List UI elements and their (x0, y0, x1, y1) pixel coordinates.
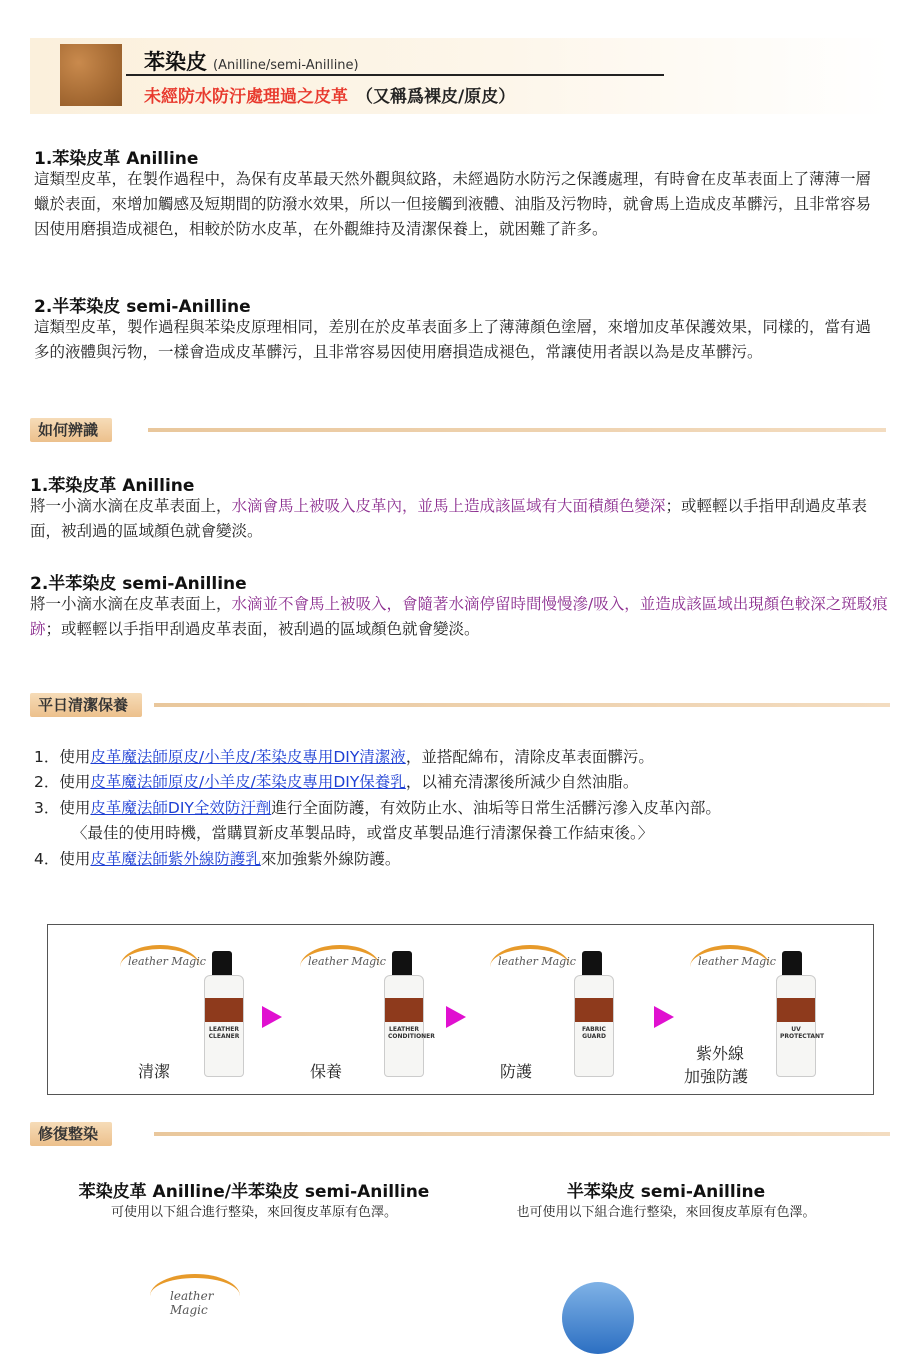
bottle-band (205, 998, 243, 1022)
step-number: 4 (34, 850, 44, 868)
arrow-right-icon (262, 1006, 282, 1028)
product-link-cleaner[interactable]: 皮革魔法師原皮/小羊皮/苯染皮專用DIY清潔液 (90, 748, 406, 766)
identify-heading-2: 2.半苯染皮 semi-Anilline (30, 574, 247, 594)
sprayer-cap-icon (212, 951, 232, 977)
care-step-4 (34, 847, 894, 872)
repair-left-title: 苯染皮革 Anilline/半苯染皮 semi-Anilline (78, 1182, 430, 1202)
header-banner (30, 38, 890, 114)
identify-text-1 (30, 494, 882, 544)
page-subtitle (144, 82, 515, 107)
step-post: 進行全面防護，有效防止水、油垢等日常生活髒污滲入皮革內部。 (271, 799, 721, 817)
bottom-brand-logo (150, 1272, 250, 1317)
bottle-image (204, 975, 244, 1077)
bottle-label: LEATHER CLEANER (208, 1026, 240, 1040)
identify-text-1-highlight: 水滴會馬上被吸入皮革內，並馬上造成該區域有大面積顏色變深 (231, 497, 666, 515)
step-pre: ．使用 (43, 773, 91, 791)
section-tab-care (30, 693, 890, 717)
bottle-band (575, 998, 613, 1022)
step-pre: ．使用 (43, 748, 91, 766)
title-divider (126, 74, 664, 76)
bottle-label: FABRIC GUARD (582, 1026, 606, 1040)
bottle-label: LEATHER CONDITIONER (388, 1026, 435, 1040)
tab-rule (154, 703, 890, 707)
product-uv[interactable] (684, 933, 850, 1086)
step-pre: ．使用 (43, 799, 91, 817)
tab-rule (148, 428, 886, 432)
page-title (144, 46, 359, 76)
title-english: (Anilline/semi-Anilline) (213, 58, 359, 73)
bottle-image (776, 975, 825, 1077)
intro-heading-1: 1.苯染皮革 Anilline (34, 149, 199, 169)
section-tab-repair (30, 1122, 890, 1146)
step-post: ，以補充清潔後所減少自然油脂。 (405, 773, 639, 791)
badge-circle (562, 1282, 634, 1354)
tab-label: 如何辨識 (30, 418, 112, 442)
intro-text-1: 這類型皮革，在製作過程中，為保有皮革最天然外觀與紋路，未經過防水防污之保護處理，有時會在皮革表面上了薄薄一層蠟於表面，來增加觸感及短期間的防潑水效果，所以一但接觸到液體、油脂及污物時，就會馬上造成皮革髒污，且非常容易因使用磨損造成褪色，相較於防水皮革，在外觀維持及清潔保養上，就困難了許多。 (34, 170, 872, 238)
step-post: 來加強紫外線防護。 (260, 850, 401, 868)
product-caption: 清潔 (138, 1062, 171, 1081)
tab-rule (154, 1132, 890, 1136)
product-caption-line1: 紫外線 (696, 1044, 745, 1063)
product-link-conditioner[interactable]: 皮革魔法師原皮/小羊皮/苯染皮專用DIY保養乳 (90, 773, 406, 791)
sprayer-cap-icon (782, 951, 802, 977)
product-guard[interactable] (490, 933, 650, 1083)
step-pre: ．使用 (43, 850, 91, 868)
product-conditioner[interactable] (300, 933, 460, 1083)
step-post: ，並搭配綿布，清除皮革表面髒污。 (405, 748, 654, 766)
identify-text-2-post: ；或輕輕以手指甲刮過皮革表面，被刮過的區域顏色就會變淡。 (45, 620, 480, 638)
bottle-band (777, 998, 815, 1022)
intro-heading-2: 2.半苯染皮 semi-Anilline (34, 297, 251, 317)
repair-right-title: 半苯染皮 semi-Anilline (566, 1182, 766, 1202)
care-note: 〈最佳的使用時機，當購買新皮革製品時，或當皮革製品進行清潔保養工作結束後。〉 (72, 824, 654, 842)
intro-text-2: 這類型皮革，製作過程與苯染皮原理相同，差別在於皮革表面多上了薄薄顏色塗層，來增加皮革保護效果，同樣的，當有過多的液體與污物，一樣會造成皮革髒污，且非常容易因使用磨損造成褪色，常讓使用者誤以為是皮革髒污。 (34, 318, 872, 361)
product-strip (47, 924, 874, 1095)
product-cleaner[interactable] (120, 933, 280, 1083)
arrow-right-icon (446, 1006, 466, 1028)
subtitle-text: 未經防水防汙處理過之皮革 (144, 87, 348, 107)
care-step-2 (34, 770, 894, 795)
identify-text-2-highlight: 水滴並不會馬上被吸入，會隨著水滴停留時間慢慢滲/吸入，並造成該區域出現顏色較深之斑駁痕跡 (30, 595, 888, 638)
section-tab-identify (30, 418, 886, 442)
leather-swatch-image (60, 44, 122, 106)
step-number: 1 (34, 748, 44, 766)
step-number: 3 (34, 799, 44, 817)
product-caption: 保養 (310, 1062, 343, 1081)
bottom-badge-image (562, 1282, 634, 1302)
step-number: 2 (34, 773, 44, 791)
identify-text-1-pre: 將一小滴水滴在皮革表面上， (30, 497, 232, 515)
bottle-band (385, 998, 423, 1022)
brand-logo: leather Magic (698, 955, 776, 968)
repair-right-subtitle: 也可使用以下組合進行整染，來回復皮革原有色澤。 (516, 1205, 816, 1220)
tab-label: 平日清潔保養 (30, 693, 142, 717)
bottle-image (574, 975, 614, 1077)
identify-text-2-pre: 將一小滴水滴在皮革表面上， (30, 595, 232, 613)
repair-left-subtitle: 可使用以下組合進行整染，來回復皮革原有色澤。 (110, 1205, 397, 1220)
brand-logo-text: leather Magic (170, 1289, 214, 1317)
bottle-label: UV PROTECTANT (780, 1026, 825, 1040)
brand-logo: leather Magic (498, 955, 576, 968)
tab-label: 修復整染 (30, 1122, 112, 1146)
identify-text-1-post: ；或輕輕以手指甲刮過皮革表面，被刮過的區域顏色就會變淡。 (30, 497, 868, 540)
product-caption-line2: 加強防護 (684, 1067, 749, 1086)
subtitle-paren: （又稱爲裸皮/原皮） (356, 87, 516, 107)
care-step-3 (34, 796, 894, 821)
brand-logo: leather Magic (128, 955, 206, 968)
product-link-guard[interactable]: 皮革魔法師DIY全效防汙劑 (90, 799, 272, 817)
identify-heading-1: 1.苯染皮革 Anilline (30, 476, 195, 496)
product-caption: 防護 (500, 1062, 533, 1081)
title-text: 苯染皮 (144, 50, 207, 74)
arrow-right-icon (654, 1006, 674, 1028)
sprayer-cap-icon (392, 951, 412, 977)
identify-text-2 (30, 592, 890, 642)
brand-logo: leather Magic (308, 955, 386, 968)
sprayer-cap-icon (582, 951, 602, 977)
product-link-uv[interactable]: 皮革魔法師紫外線防護乳 (90, 850, 261, 868)
bottle-image (384, 975, 435, 1077)
care-step-1 (34, 745, 894, 770)
